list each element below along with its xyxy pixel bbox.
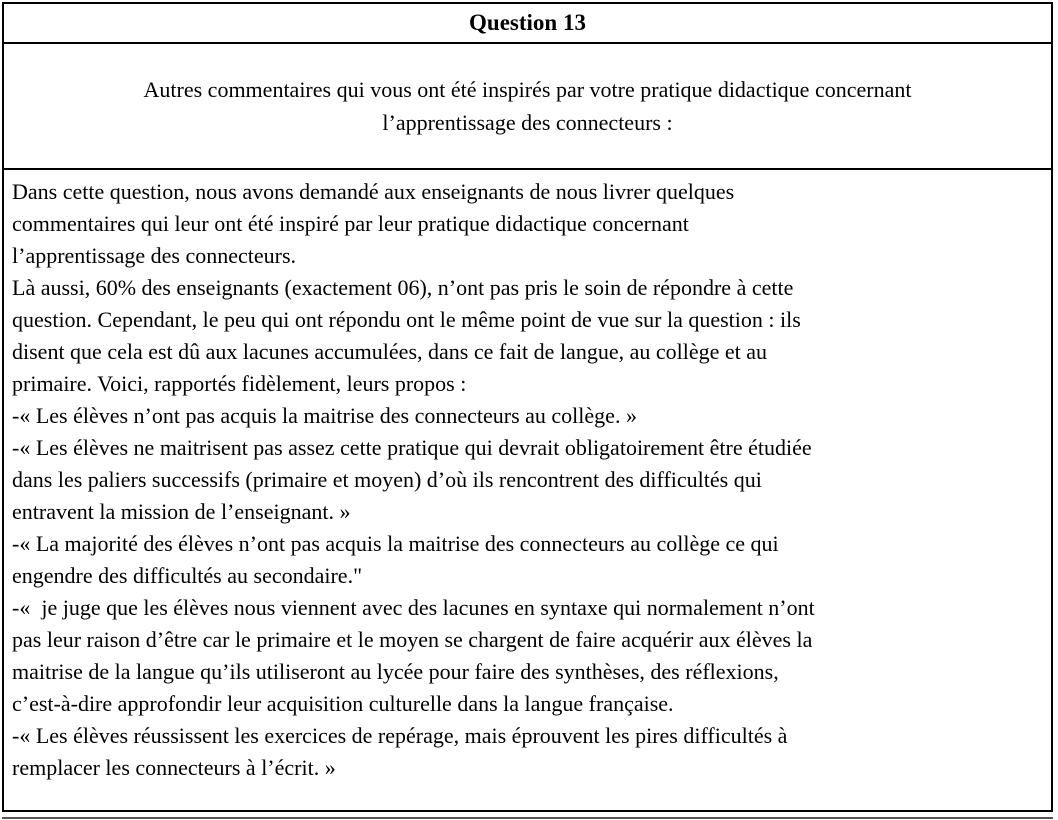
subtitle-line: l’apprentissage des connecteurs : — [382, 110, 673, 135]
body-text-line: -« Les élèves n’ont pas acquis la maitrise des connecteurs au collège. » — [12, 403, 637, 428]
question-title-row — [4, 4, 1051, 44]
body-text-line: question. Cependant, le peu qui ont répondu ont le même point de vue sur la question : ils — [12, 307, 801, 332]
body-text-line: -« La majorité des élèves n’ont pas acquis la maitrise des connecteurs au collège ce qui — [12, 531, 779, 556]
body-text-line: engendre des difficultés au secondaire." — [12, 563, 363, 588]
body-text-line: dans les paliers successifs (primaire et moyen) d’où ils rencontrent des difficultés qui — [12, 467, 762, 492]
body-text-line: maitrise de la langue qu’ils utiliseront au lycée pour faire des synthèses, des réflexions, — [12, 659, 779, 684]
body-text-line: -« je juge que les élèves nous viennent avec des lacunes en syntaxe qui normalement n’ont — [12, 595, 815, 620]
subtitle-line: Autres commentaires qui vous ont été inspirés par votre pratique didactique concernant — [143, 77, 912, 102]
body-text-line: entravent la mission de l’enseignant. » — [12, 499, 351, 524]
question-table — [2, 2, 1053, 812]
body-text-line: disent que cela est dû aux lacunes accumulées, dans ce fait de langue, au collège et au — [12, 339, 768, 364]
answer-analysis-cell — [4, 170, 1051, 806]
next-table-top-border — [2, 817, 1053, 819]
body-text-line: commentaires qui leur ont été inspiré par leur pratique didactique concernant — [12, 211, 689, 236]
question-title: Question 13 — [469, 10, 586, 35]
body-text-line: Dans cette question, nous avons demandé aux enseignants de nous livrer quelques — [12, 179, 735, 204]
body-text-line: Là aussi, 60% des enseignants (exactement 06), n’ont pas pris le soin de répondre à cette — [12, 275, 794, 300]
body-text-line: l’apprentissage des connecteurs. — [12, 243, 297, 268]
question-subtitle-row — [4, 44, 1051, 170]
body-text-line: -« Les élèves ne maitrisent pas assez cette pratique qui devrait obligatoirement être étudiée — [12, 435, 812, 460]
body-text-line: primaire. Voici, rapportés fidèlement, leurs propos : — [12, 371, 467, 396]
body-text-line: remplacer les connecteurs à l’écrit. » — [12, 755, 336, 780]
body-text-line: pas leur raison d’être car le primaire et le moyen se chargent de faire acquérir aux élèves la — [12, 627, 813, 652]
body-text-line: c’est-à-dire approfondir leur acquisition culturelle dans la langue française. — [12, 691, 674, 716]
body-text-line: -« Les élèves réussissent les exercices de repérage, mais éprouvent les pires difficultés à — [12, 723, 788, 748]
